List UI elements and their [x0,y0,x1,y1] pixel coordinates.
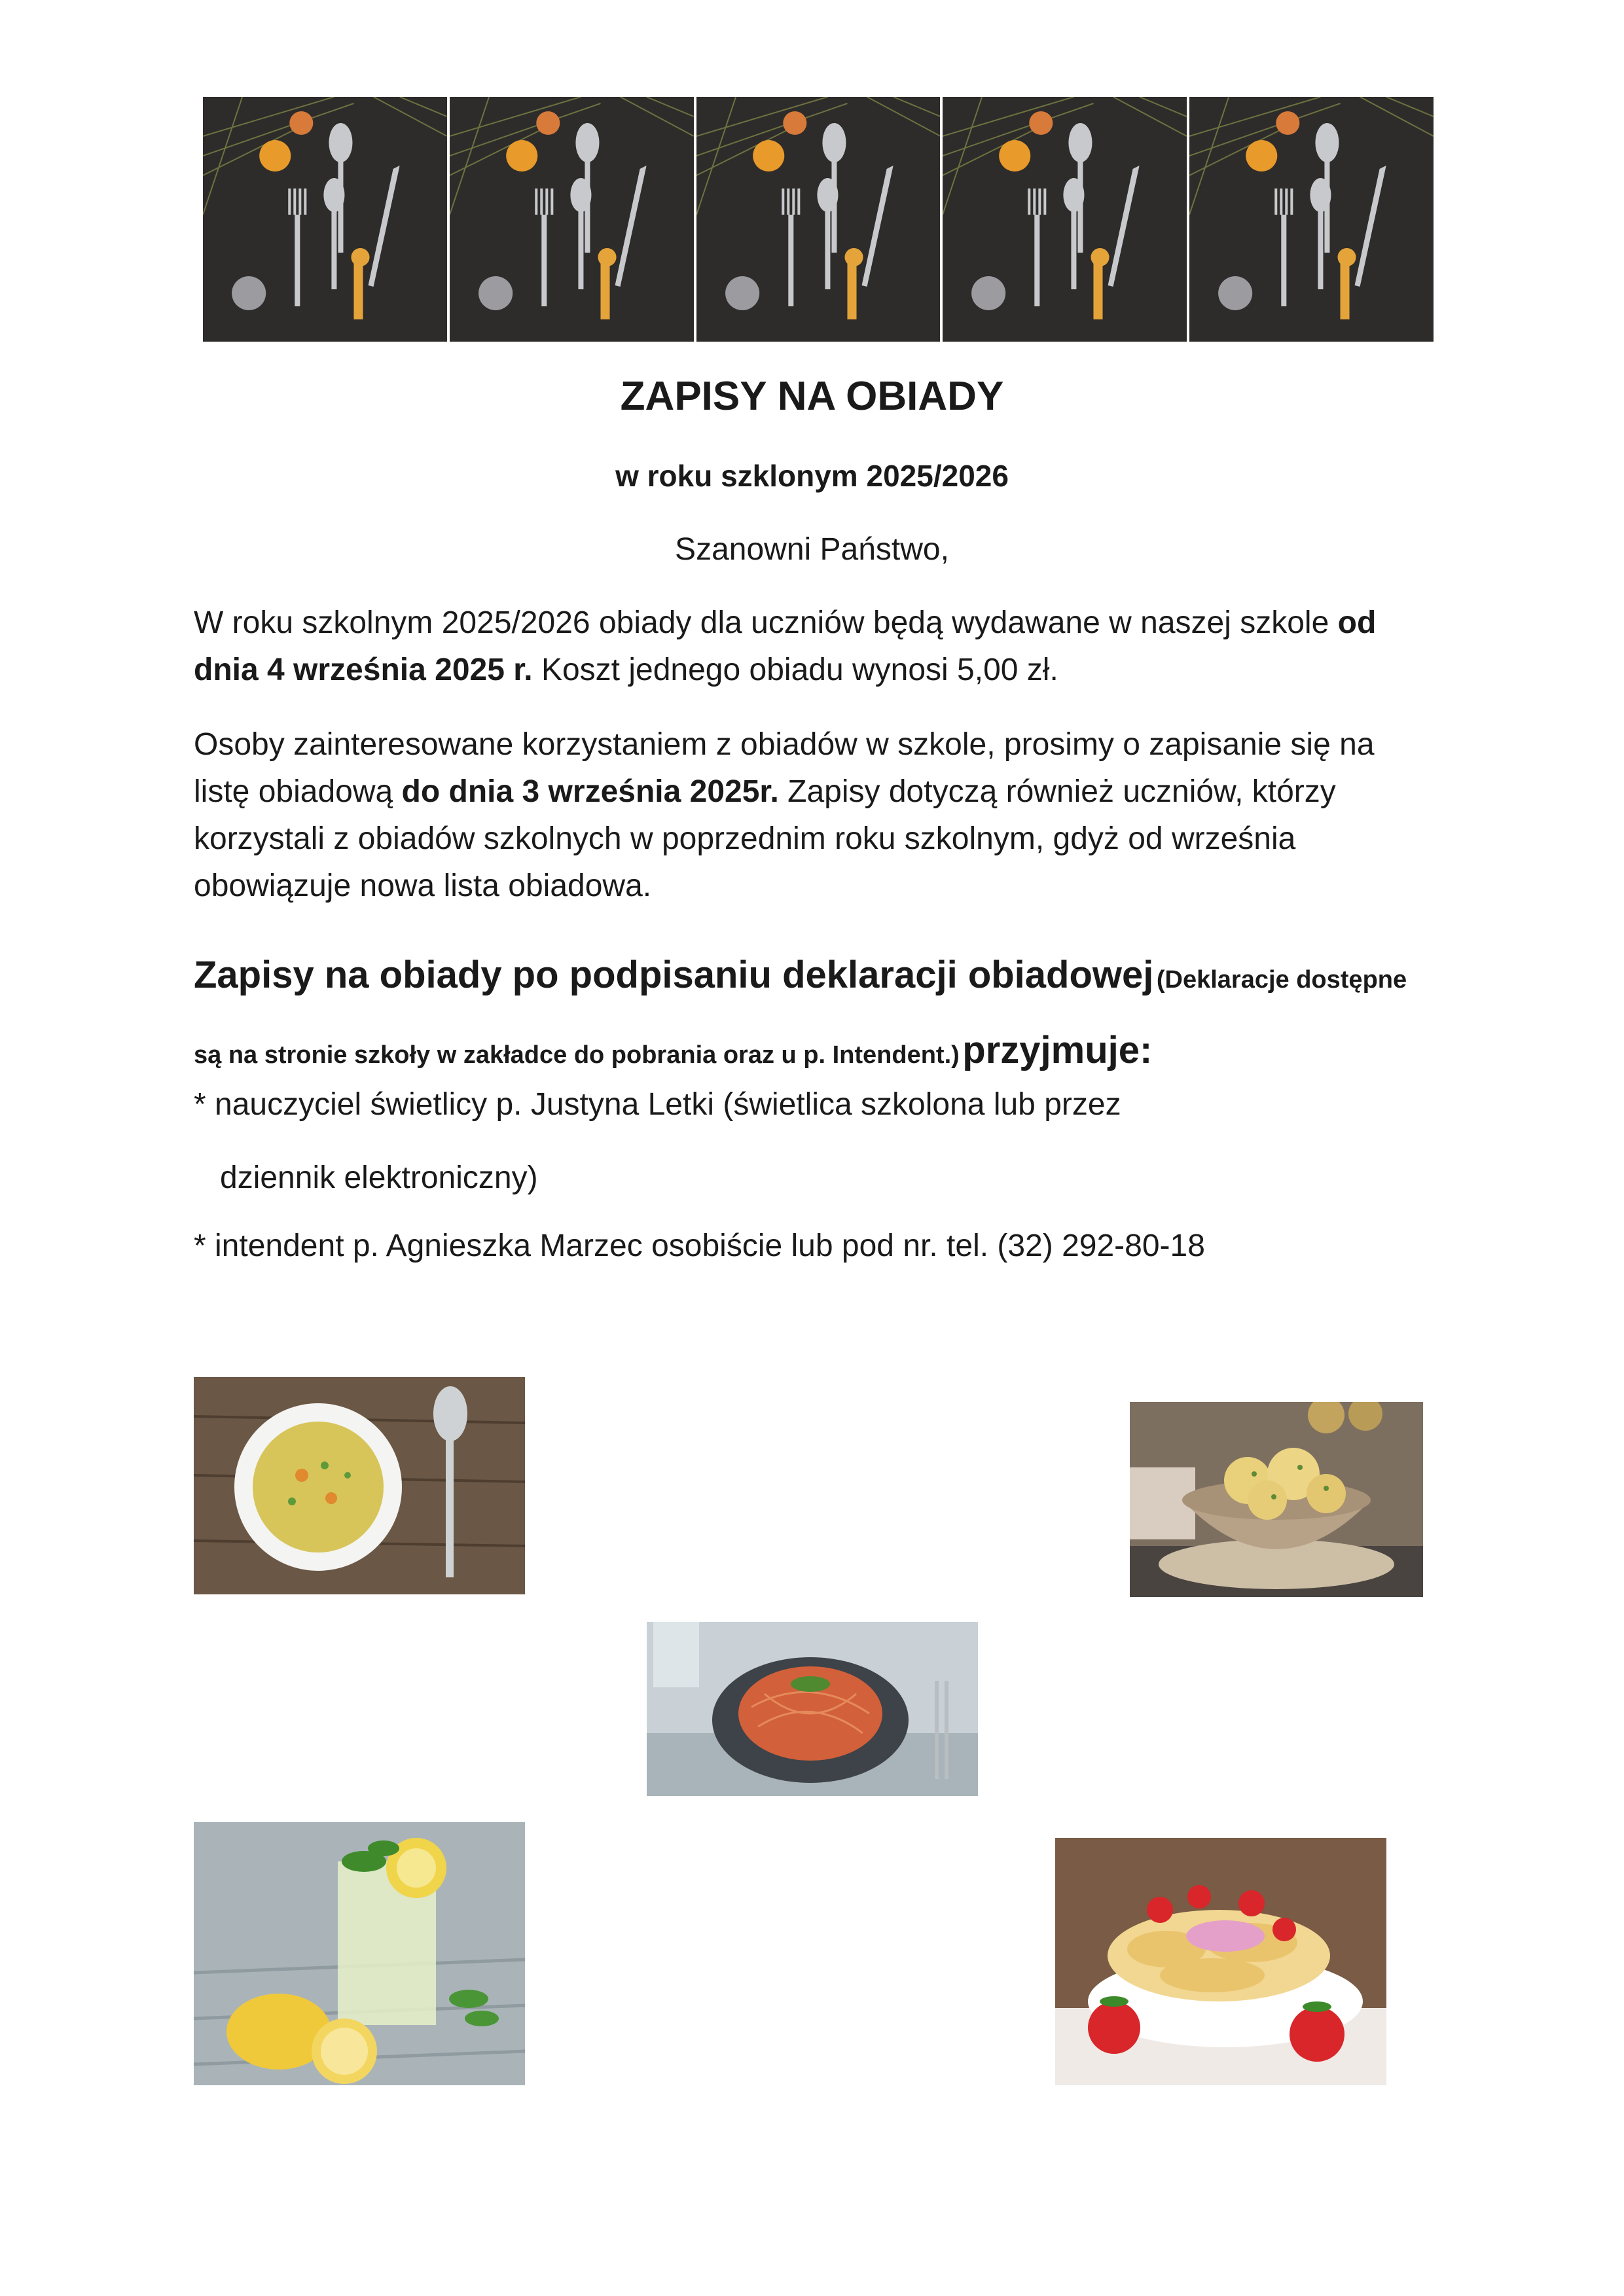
declaration-tail: przyjmuje: [962,1029,1153,1071]
cutlery-image [1189,97,1434,342]
page-title: ZAPISY NA OBIADY [620,374,1004,419]
cutlery-image [203,97,447,342]
declaration-heading: Zapisy na obiady po podpisaniu deklaracji obiadowej [194,954,1154,996]
strawberry-pasta-photo [1055,1838,1386,2085]
banner-tile [696,97,941,342]
school-year-subtitle: w roku szklonym 2025/2026 [615,459,1009,493]
spaghetti-photo [647,1622,978,1796]
declaration-note: (Deklaracje dostępne są na stronie szkoły w zakładce do pobrania oraz u p. Intendent.) [194,966,1407,1069]
signup-deadline: do dnia 3 września 2025r. [401,774,779,809]
potatoes-photo [1130,1402,1423,1597]
greeting: Szanowni Państwo, [675,532,949,567]
cutlery-image [696,97,941,342]
paragraph-start-date: W roku szkolnym 2025/2026 obiady dla uczniów będą wydawane w naszej szkole od dnia 4 września 2025 r. Koszt jednego obiadu wynosi 5,00 zł. [194,605,1377,687]
lemonade-photo [194,1822,525,2085]
banner-tile [1189,97,1434,342]
soup-photo [194,1377,525,1594]
start-date: od dnia 4 września 2025 r. [194,605,1377,687]
banner-tile [203,97,447,342]
paragraph-signup-deadline: Osoby zainteresowane korzystaniem z obiadów w szkole, prosimy o zapisanie się na listę obiadową do dnia 3 września 2025r. Zapisy dotyczą również uczniów, którzy korzystali z obiadów szkolnych w poprzednim roku szkolnym, gdyż od września obowiązuje nowa lista obiadowa. [194,727,1375,903]
banner-tile [450,97,694,342]
list-item: * nauczyciel świetlicy p. Justyna Letki (świetlica szkolona lub przez [194,1087,1121,1122]
list-item: * intendent p. Agnieszka Marzec osobiście lub pod nr. tel. (32) 292-80-18 [194,1229,1205,1263]
list-item-continuation: dziennik elektroniczny) [220,1160,538,1195]
cutlery-image [450,97,694,342]
cutlery-image [943,97,1187,342]
paragraph-declaration [194,942,1437,1093]
banner-tile [943,97,1187,342]
cutlery-banner [203,97,1434,342]
